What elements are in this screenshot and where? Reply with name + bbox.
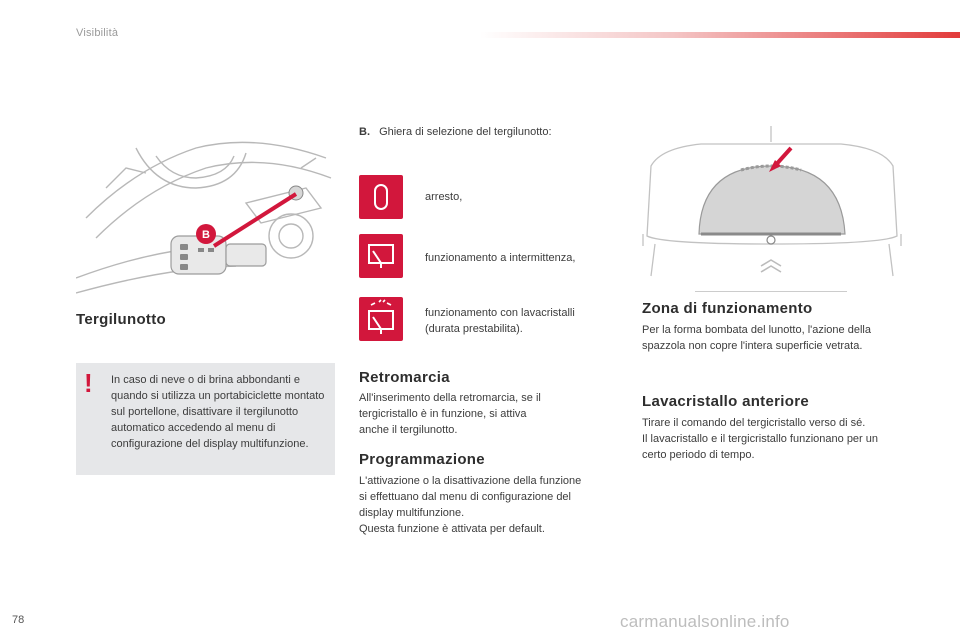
selector-letter: B. [359, 126, 370, 138]
retromarcia-text [359, 390, 541, 438]
lavacristallo-text [642, 415, 878, 463]
retromarcia-line: anche il tergilunotto. [359, 424, 458, 436]
warning-text: In caso di neve o di brina abbondanti e quando si utilizza un portabiciclette montato sul portellone, disattivare il tergilunotto automatico accedendo al menu di configurazione del display multifunzione. [111, 374, 325, 450]
programmazione-line: Questa funzione è attivata per default. [359, 523, 545, 535]
selector-intro [359, 124, 552, 140]
warning-icon: ! [84, 368, 93, 398]
lavacristallo-title: Lavacristallo anteriore [642, 393, 809, 410]
programmazione-line: display multifunzione. [359, 507, 465, 519]
retromarcia-line: All'inserimento della retromarcia, se il [359, 392, 541, 404]
option-washer-line1: funzionamento con lavacristalli [425, 307, 575, 319]
retromarcia-title: Retromarcia [359, 369, 450, 386]
programmazione-text [359, 473, 581, 537]
lavacristallo-line: certo periodo di tempo. [642, 449, 755, 461]
illustration-divider [695, 291, 847, 292]
tergilunotto-title: Tergilunotto [76, 311, 166, 328]
lavacristallo-line: Il lavacristallo e il tergicristallo funzionano per un [642, 433, 879, 445]
zona-title: Zona di funzionamento [642, 300, 813, 317]
zona-line: spazzola non copre l'intera superficie vetrata. [642, 340, 863, 352]
option-intermittent-label: funzionamento a intermittenza, [425, 252, 576, 264]
zona-text [642, 322, 871, 354]
intermittent-wiper-icon [359, 234, 403, 278]
retromarcia-line: tergicristallo è in funzione, si attiva [359, 408, 527, 420]
off-icon [359, 175, 403, 219]
callout-b: B [202, 229, 210, 241]
wiper-stalk-illustration [76, 128, 336, 302]
programmazione-title: Programmazione [359, 451, 485, 468]
watermark: carmanualsonline.info [620, 612, 790, 631]
header-accent-bar [480, 32, 960, 38]
section-label: Visibilità [76, 27, 119, 39]
page-number: 78 [12, 614, 25, 626]
option-washer-line2: (durata prestabilita). [425, 323, 523, 335]
option-off-label: arresto, [425, 191, 463, 203]
programmazione-line: L'attivazione o la disattivazione della funzione [359, 475, 582, 487]
programmazione-line: si effettuano dal menu di configurazione del [359, 491, 571, 503]
lavacristallo-line: Tirare il comando del tergicristallo verso di sé. [642, 417, 866, 429]
washer-wiper-icon [359, 297, 403, 341]
option-washer-label [425, 305, 575, 337]
zona-line: Per la forma bombata del lunotto, l'azione della [642, 324, 871, 336]
rear-window-illustration [641, 126, 903, 286]
selector-intro-text: Ghiera di selezione del tergilunotto: [379, 126, 552, 138]
